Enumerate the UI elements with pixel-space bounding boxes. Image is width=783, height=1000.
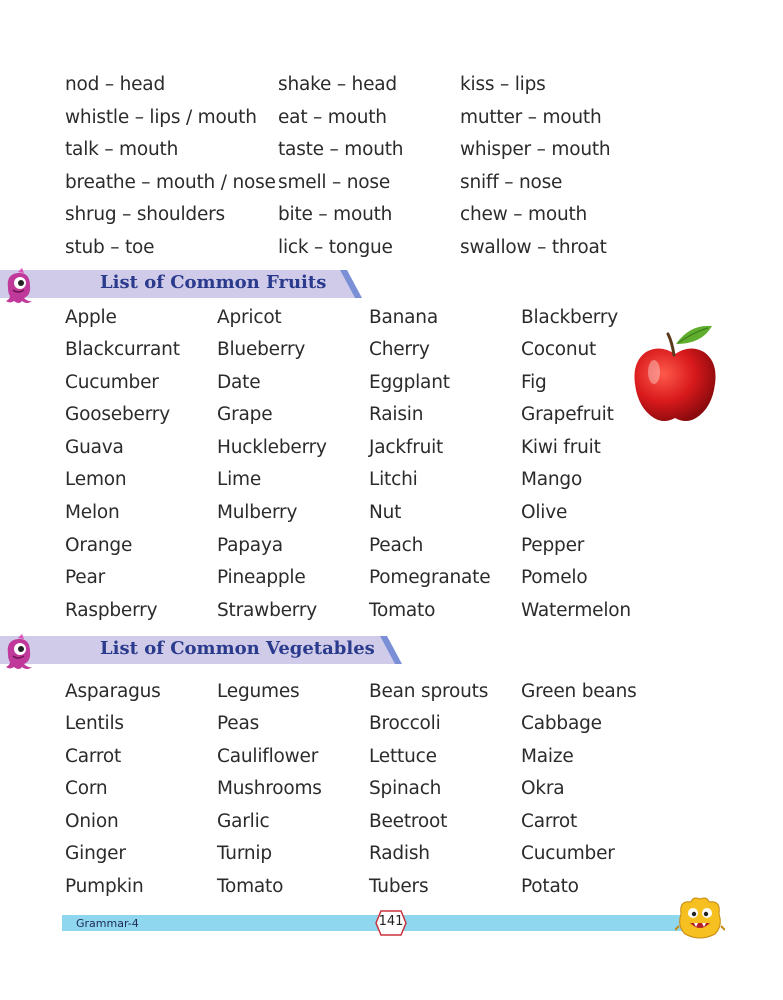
list-item: lick – tongue (278, 237, 393, 258)
list-item: Strawberry (217, 600, 318, 621)
list-item: Pumpkin (65, 876, 144, 897)
list-item: Carrot (65, 746, 122, 767)
list-item: Grapefruit (521, 404, 614, 425)
vegetables-section-title: List of Common Vegetables (100, 638, 375, 659)
list-item: Green beans (521, 681, 637, 702)
list-item: Mango (521, 469, 583, 490)
list-item: Lime (217, 469, 262, 490)
list-item: Cabbage (521, 713, 602, 734)
list-item: shake – head (278, 74, 397, 95)
list-item: Pepper (521, 535, 585, 556)
list-item: sniff – nose (460, 172, 563, 193)
list-item: Cucumber (65, 372, 159, 393)
list-item: Beetroot (369, 811, 448, 832)
list-item: Orange (65, 535, 133, 556)
list-item: Huckleberry (217, 437, 327, 458)
list-item: Peach (369, 535, 424, 556)
octopus-mascot-icon (0, 268, 40, 306)
footer-bar (62, 915, 686, 931)
list-item: swallow – throat (460, 237, 607, 258)
list-item: Mushrooms (217, 778, 322, 799)
list-item: Potato (521, 876, 579, 897)
list-item: Papaya (217, 535, 283, 556)
list-item: Grape (217, 404, 273, 425)
list-item: smell – nose (278, 172, 390, 193)
list-item: Cherry (369, 339, 430, 360)
list-item: Tomato (369, 600, 436, 621)
list-item: Olive (521, 502, 568, 523)
list-item: Asparagus (65, 681, 161, 702)
list-item: Spinach (369, 778, 442, 799)
list-item: Tubers (369, 876, 429, 897)
list-item: Blackberry (521, 307, 619, 328)
list-item: Legumes (217, 681, 300, 702)
list-item: Litchi (369, 469, 418, 490)
list-item: Turnip (217, 843, 272, 864)
list-item: nod – head (65, 74, 165, 95)
list-item: Nut (369, 502, 402, 523)
list-item: Raisin (369, 404, 424, 425)
list-item: Carrot (521, 811, 578, 832)
list-item: Ginger (65, 843, 126, 864)
list-item: Lettuce (369, 746, 437, 767)
book-title: Grammar-4 (76, 917, 139, 930)
list-item: Apricot (217, 307, 282, 328)
list-item: Mulberry (217, 502, 298, 523)
list-item: Banana (369, 307, 438, 328)
list-item: shrug – shoulders (65, 204, 225, 225)
list-item: Pineapple (217, 567, 306, 588)
list-item: Watermelon (521, 600, 631, 621)
vegetables-section-banner (0, 634, 410, 666)
list-item: Blackcurrant (65, 339, 180, 360)
list-item: Tomato (217, 876, 284, 897)
list-item: stub – toe (65, 237, 155, 258)
list-item: Cucumber (521, 843, 615, 864)
monster-mascot-icon (675, 896, 725, 940)
list-item: whistle – lips / mouth (65, 107, 257, 128)
list-item: Pear (65, 567, 106, 588)
list-item: Corn (65, 778, 108, 799)
list-item: Blueberry (217, 339, 306, 360)
list-item: Eggplant (369, 372, 450, 393)
list-item: Peas (217, 713, 260, 734)
list-item: Lentils (65, 713, 124, 734)
list-item: taste – mouth (278, 139, 404, 160)
list-item: Guava (65, 437, 124, 458)
list-item: Raspberry (65, 600, 158, 621)
list-item: Jackfruit (369, 437, 444, 458)
fruits-section-title: List of Common Fruits (100, 272, 327, 293)
list-item: Cauliflower (217, 746, 319, 767)
list-item: Okra (521, 778, 565, 799)
list-item: Kiwi fruit (521, 437, 601, 458)
list-item: breathe – mouth / nose (65, 172, 276, 193)
list-item: chew – mouth (460, 204, 588, 225)
list-item: Lemon (65, 469, 127, 490)
list-item: mutter – mouth (460, 107, 602, 128)
list-item: bite – mouth (278, 204, 393, 225)
list-item: talk – mouth (65, 139, 179, 160)
list-item: Broccoli (369, 713, 441, 734)
list-item: Radish (369, 843, 430, 864)
list-item: eat – mouth (278, 107, 387, 128)
list-item: Gooseberry (65, 404, 170, 425)
list-item: whisper – mouth (460, 139, 611, 160)
list-item: Maize (521, 746, 574, 767)
fruits-section-banner (0, 268, 370, 300)
list-item: Melon (65, 502, 120, 523)
list-item: Date (217, 372, 261, 393)
list-item: Apple (65, 307, 117, 328)
list-item: kiss – lips (460, 74, 546, 95)
list-item: Coconut (521, 339, 597, 360)
list-item: Garlic (217, 811, 270, 832)
apple-illustration (630, 322, 720, 426)
list-item: Pomegranate (369, 567, 491, 588)
list-item: Onion (65, 811, 119, 832)
list-item: Bean sprouts (369, 681, 489, 702)
page-number: 141 (378, 914, 404, 929)
list-item: Pomelo (521, 567, 588, 588)
octopus-mascot-icon (0, 634, 40, 672)
list-item: Fig (521, 372, 547, 393)
